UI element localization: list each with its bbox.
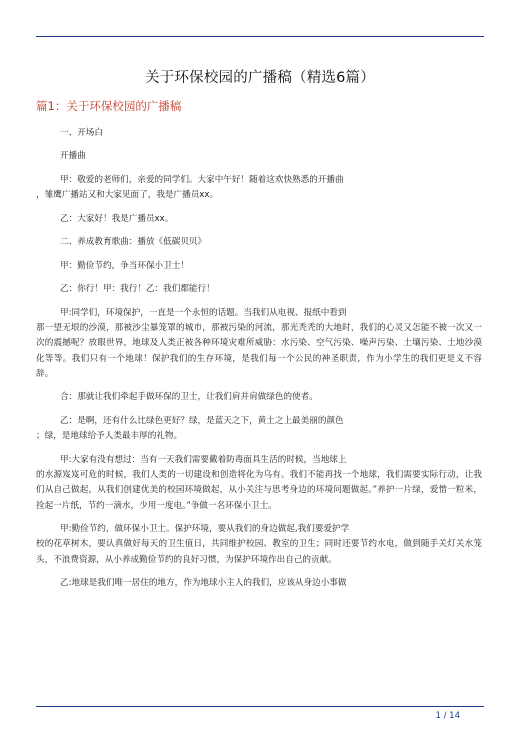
paragraph-heading-opening: 一、开场白 — [60, 128, 103, 138]
paragraph: 乙：大家好！我是广播员xx。 — [60, 213, 174, 224]
paragraph: 乙：是啊，还有什么比绿色更好？绿，是蓝天之下，黄土之上最美丽的颜色 ；绿，是地球给予人类最丰厚的礼物。 — [36, 415, 344, 442]
paragraph: 乙：你行！甲：我行！乙：我们都能行！ — [60, 284, 215, 295]
paragraph: 甲:大家有没有想过：当有一天我们需要戴着防毒面具生活的时候，当地球上 的水源岌岌可危的时候，我们人类的一切建设和创造将化为乌有。我们不能再找一个地球，我们需要实际行动，让我们从自己做起，从我们创建优美的校园环境做起，从小关注与思考身边的环境问题做起。”养护一片绿，爱惜一粒米，捡起一片纸，节约一滴水，少用一度电。”争做一名环保小卫士。 — [36, 454, 482, 511]
header-rule — [36, 36, 484, 37]
section-title: 篇1：关于环保校园的广播稿 — [36, 99, 182, 113]
paragraph-opening-music: 开播曲 — [60, 151, 86, 162]
paragraph: 乙:地球是我们唯一居住的地方，作为地球小主人的我们，应该从身边小事做 — [60, 578, 347, 589]
footer-rule — [36, 706, 484, 707]
paragraph: 甲:勤俭节约，做环保小卫士。保护环境，要从我们的身边做起,我们要爱护学 校的花草树木，要认真做好每天的卫生值日，共同维护校园、教室的卫生；同时还要节约水电，做到随手关灯关水笼头，不浪费资源，从小养成勤俭节约的良好习惯，为保护环境作出自己的贡献。 — [36, 524, 482, 565]
page-indicator: 1 / 14 — [435, 711, 460, 721]
paragraph: 甲：勤俭节约，争当环保小卫士！ — [60, 260, 189, 271]
paragraph: 合：那就让我们牵起手做环保的卫士，让我们肩并肩做绿色的使者。 — [60, 392, 318, 403]
document-title: 关于环保校园的广播稿（精选6篇） — [145, 70, 375, 86]
paragraph: 甲:同学们，环境保护，一直是一个永恒的话题。当我们从电视、报纸中看到 那一望无垠的沙漠，那被沙尘暴笼罩的城市，那被污染的河流，那光秃秃的大地时，我们的心灵又怎能不被一次又一次的震撼呢？放眼世界，地球及人类正被各种环境灾难所威胁：水污染、空气污染、噪声污染、土壤污染、土地沙漠化等等。我们只有一个地球！保护我们的生存环境，是我们每一个公民的神圣职责，作为小学生的我们更是义不容辞。 — [36, 307, 482, 379]
paragraph-heading-song: 二、养成教育歌曲：播放《低碳贝贝》 — [60, 237, 207, 248]
paragraph: 甲：敬爱的老师们，亲爱的同学们。大家中午好！随着这欢快熟悉的开播曲 ，雏鹰广播站又和大家见面了，我是广播员xx。 — [36, 174, 344, 201]
document-body — [36, 126, 482, 600]
